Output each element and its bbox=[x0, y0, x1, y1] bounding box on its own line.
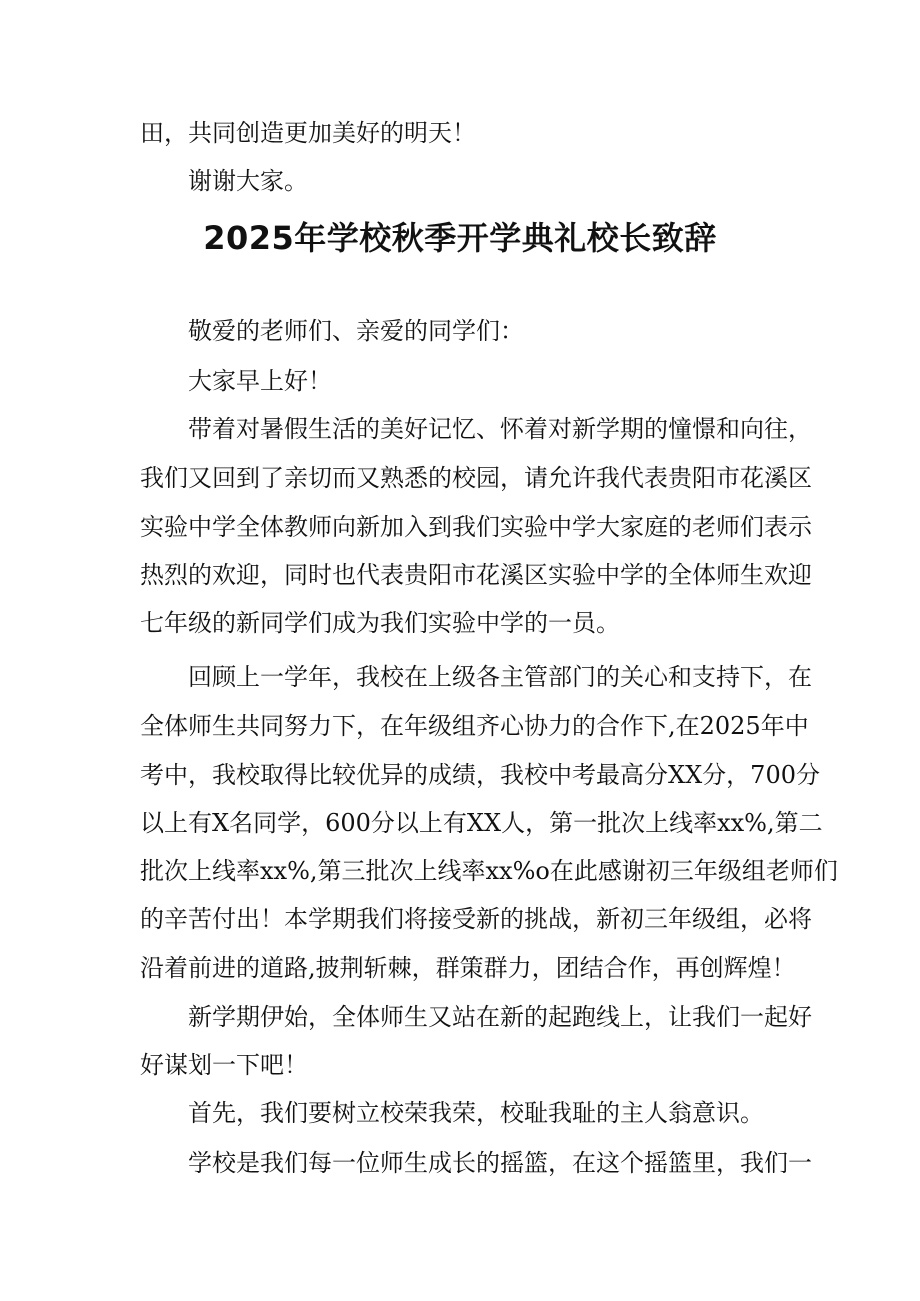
paragraph-line: 全体师生共同努力下，在年级组齐心协力的合作下,在2025年中 bbox=[140, 712, 809, 740]
paragraph-line: 首先，我们要树立校荣我荣，校耻我耻的主人翁意识。 bbox=[188, 1099, 764, 1127]
paragraph-line: 以上有X名同学，600分以上有XX人，第一批次上线率xx%,第二 bbox=[140, 809, 823, 837]
thanks-line: 谢谢大家。 bbox=[188, 167, 308, 195]
morning-greeting: 大家早上好！ bbox=[188, 367, 332, 395]
paragraph-line: 实验中学全体教师向新加入到我们实验中学大家庭的老师们表示 bbox=[140, 513, 812, 541]
paragraph-line: 热烈的欢迎，同时也代表贵阳市花溪区实验中学的全体师生欢迎 bbox=[140, 561, 812, 589]
paragraph-line: 批次上线率xx%,第三批次上线率xx%o在此感谢初三年级组老师们 bbox=[140, 857, 838, 885]
paragraph-line: 好谋划一下吧！ bbox=[140, 1051, 308, 1079]
paragraph-line: 回顾上一学年，我校在上级各主管部门的关心和支持下，在 bbox=[188, 663, 812, 691]
paragraph-line: 我们又回到了亲切而又熟悉的校园，请允许我代表贵阳市花溪区 bbox=[140, 464, 812, 492]
greeting-line: 敬爱的老师们、亲爱的同学们： bbox=[188, 317, 524, 345]
carryover-line: 田，共同创造更加美好的明天！ bbox=[140, 119, 476, 147]
paragraph-line: 学校是我们每一位师生成长的摇篮，在这个摇篮里，我们一 bbox=[188, 1149, 812, 1177]
paragraph-line: 考中，我校取得比较优异的成绩，我校中考最高分XX分，700分 bbox=[140, 761, 820, 789]
paragraph-line: 新学期伊始，全体师生又站在新的起跑线上，让我们一起好 bbox=[188, 1003, 812, 1031]
paragraph-line: 七年级的新同学们成为我们实验中学的一员。 bbox=[140, 609, 620, 637]
document-title: 2025年学校秋季开学典礼校长致辞 bbox=[203, 219, 717, 257]
paragraph-line: 沿着前进的道路,披荆斩棘，群策群力，团结合作，再创辉煌！ bbox=[140, 954, 796, 982]
paragraph-line: 带着对暑假生活的美好记忆、怀着对新学期的憧憬和向往， bbox=[188, 415, 812, 443]
paragraph-line: 的辛苦付出！本学期我们将接受新的挑战，新初三年级组，必将 bbox=[140, 905, 812, 933]
